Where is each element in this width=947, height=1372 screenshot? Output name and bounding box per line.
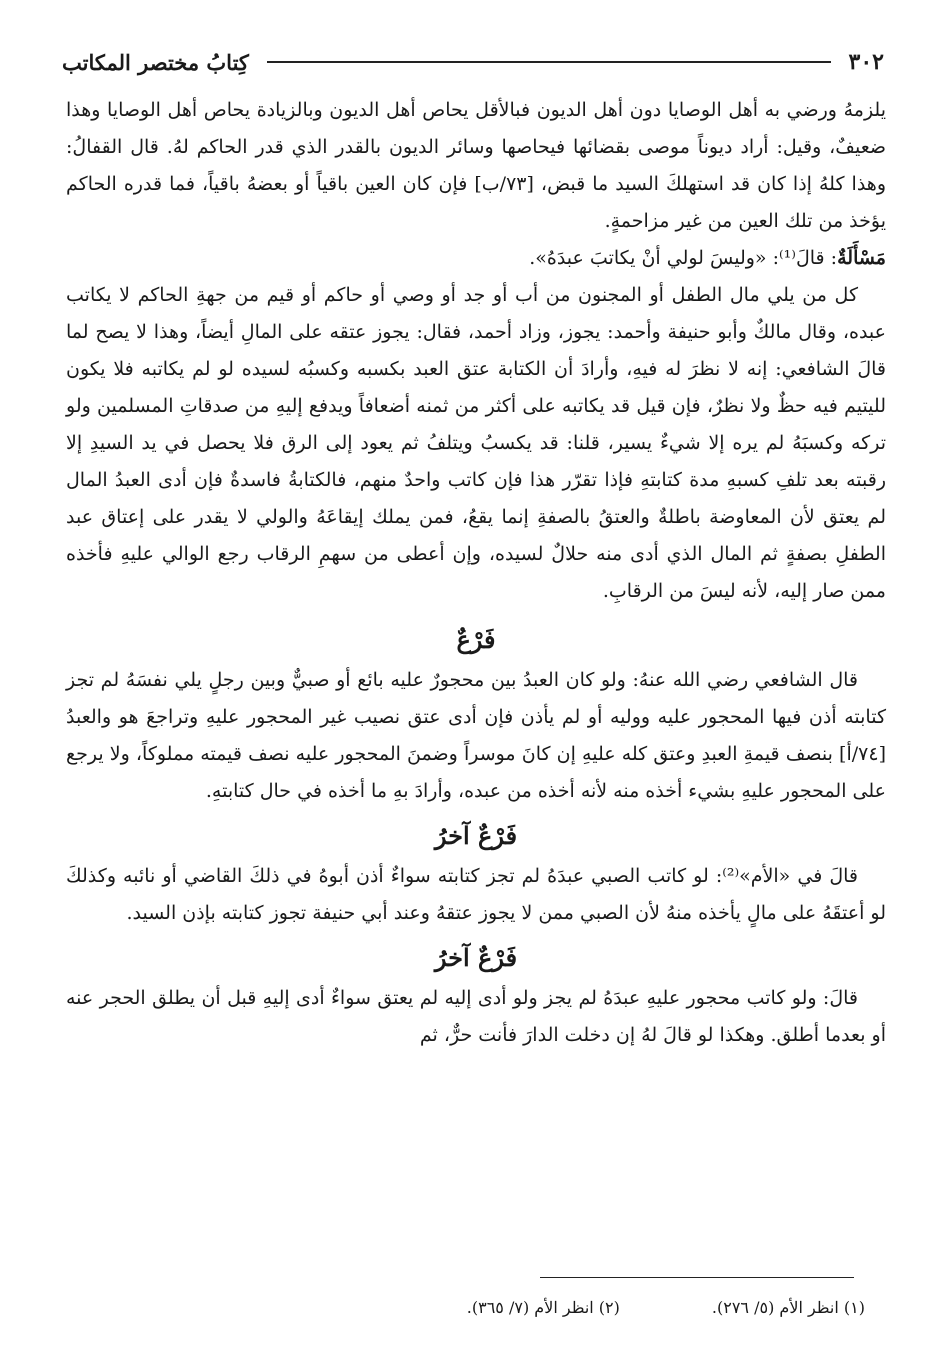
header-rule: [267, 61, 831, 63]
issue-text: : قالَ⁽¹⁾: «وليسَ لولي أنْ يكاتبَ عبدَهُ».: [529, 247, 838, 269]
paragraph-3: كل من يلي مال الطفل أو المجنون من أب أو جد أو وصي أو حاكم أو قيم من جهةِ الحاكم لا يكاتب عبده، وقال مالكٌ وأبو حنيفة وأحمد: يجوز، وزاد أحمد، فقال: يجوز عتقه على المالِ أيضاً، وهذا لا يصح لما قالَ الشافعي: إنه لا نظرَ له فيهِ، وأرادَ أن الكتابة عتق العبد بكسبه وكسبُه لسيده لو لم يكاتبه فلا يكون لليتيم فيه حظٌ ولا نظرٌ، فإن قيل قد يكاتبه على أكثر من ثمنه أضعافاً ويدفع إليهِ من صدقاتِ المسلمين ولو تركه وكسبَهُ لم يره إلا شيءٌ يسير، قلنا: قد يكسبُ ويتلفُ ثم يعود إلى الرق فلا يحصل في يد السيدِ إلا رقبته بعد تلفِ كسبهِ مدة كتابتهِ فإذا تقرّر هذا فإن كاتب واحدٌ منهم، فالكتابةُ فاسدةٌ فإن أدى العبدُ المال لم يعتق لأن المعاوضة باطلةٌ والعتقُ بالصفةِ إنما يقعُ، فمن يملك إيقاعَهُ والولي لا يقدر على إعتاق عبد الطفلِ بصفةٍ ثم المال الذي أدى منه حلالٌ لسيده، وإن أعطى من سهمِ الرقاب رجع الوالي عليهِ فأخذه ممن صار إليه، لأنه ليسَ من الرقابِ.: [66, 284, 887, 602]
paragraph-2: [66, 240, 886, 277]
book-title: كِتابُ مختصر المكاتب: [62, 49, 249, 75]
section-heading-3: فَرْعٌ آخرُ: [434, 943, 518, 972]
paragraph-6: قالَ: ولو كاتب محجور عليهِ عبدَهُ لم يجز ولو أدى إليه لم يعتق سواءٌ أدى إليهِ قبل أن يطلق الحجر عنه أو بعدما أطلق. وهكذا لو قالَ لهُ إن دخلت الدارَ فأنت حرٌّ، ثم: [66, 987, 886, 1046]
paragraph-4: قال الشافعي رضي الله عنهُ: ولو كان العبدُ بين محجورٌ عليه بائع أو صبيٌّ وبين رجلٍ يلي نفسَهُ لم تجز كتابته أذن فيها المحجور عليه ووليه أو لم يأذن فإن أدى عتق نصيب غير المحجور عليهِ وتراجعَ هو والعبدُ [٧٤/أ] بنصف قيمةِ العبدِ وعتق كله عليهِ إن كانَ موسراً وضمنَ المحجور عليه نصف قيمته مملوكاً، ولا يرجع على المحجور عليهِ بشيء أخذه منه لأنه أخذه من عبده، وأرادَ بهِ ما أخذه في حال كتابتهِ.: [66, 669, 886, 802]
footnote-rule: [540, 1277, 854, 1278]
section-heading-1: فَرْعٌ: [456, 625, 496, 654]
page-header: [62, 44, 884, 80]
main-text: [66, 92, 886, 1054]
paragraph-1: يلزمهُ ورضي به أهل الوصايا دون أهل الديون فبالأقل يحاص أهل الديون وبالزيادة يحاص أهل الوصايا وهذا ضعيفٌ، وقيل: أراد ديوناً موصى بقضائها فيحاصها وسائر الديون بالقدر الذي قدر الحاكم لهُ. قال القفالُ: وهذا كلهُ إذا كان قد استهلكَ السيد ما قبض، [٧٣/ب] فإن كان العين باقياً أو بعضهُ باقياً، فما قدره الحاكم يؤخذ من تلك العين من غير مزاحمةٍ.: [66, 99, 886, 232]
section-heading-2: فَرْعٌ آخرُ: [434, 821, 518, 850]
footnotes: [150, 1288, 865, 1328]
paragraph-5: قالَ في «الأم»⁽²⁾: لو كاتب الصبي عبدَهُ لم تجز كتابته سواءٌ أذن أبوهُ في ذلكَ القاضي أو نائبه وكذلكَ لو أعتقَهُ على مالٍ يأخذه منهُ لأن الصبي ممن لا يجوز عتقهُ وعند أبي حنيفة تجوز كتابته بإذن السيد.: [66, 865, 886, 924]
footnote-2: (٢) انظر الأم (٧/ ٣٦٥).: [466, 1298, 620, 1317]
page-number: ٣٠٢: [848, 49, 884, 75]
issue-label: مَسْأَلَةٌ: [837, 247, 886, 269]
footnote-1: (١) انظر الأم (٥/ ٢٧٦).: [711, 1298, 865, 1317]
